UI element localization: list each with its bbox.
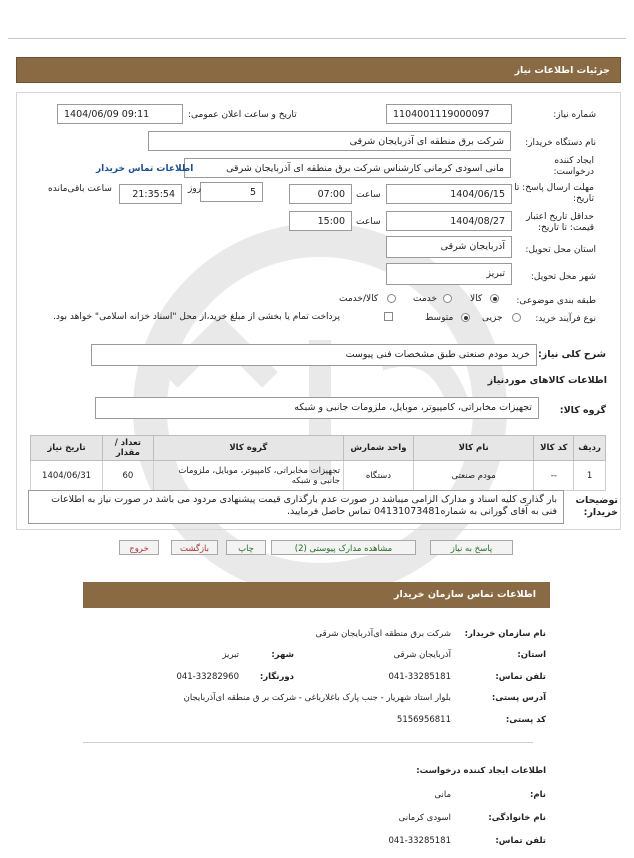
creator-phone-label: تلفن تماس: xyxy=(495,836,546,846)
announce-field: 1404/06/09 09:11 xyxy=(57,104,183,124)
category-radio-service[interactable] xyxy=(443,294,452,303)
creator-phone-value: 041-33285181 xyxy=(388,836,451,846)
col-unit: واحد شمارش xyxy=(344,436,414,461)
goods-table xyxy=(30,435,606,491)
table-row xyxy=(31,461,606,491)
back-button[interactable]: بازگشت xyxy=(171,540,218,555)
category-option-both: کالا/خدمت xyxy=(339,294,379,304)
creator-family-value: اسودی کرمانی xyxy=(398,813,451,823)
province-label: استان محل تحویل: xyxy=(525,245,596,255)
creator-name-label: نام: xyxy=(529,790,546,800)
creator-label: ایجاد کننده درخواست: xyxy=(553,156,594,177)
deadline-time-field: 07:00 xyxy=(289,184,352,204)
province-contact-value: آذربایجان شرقی xyxy=(393,650,451,660)
cell-date: 1404/06/31 xyxy=(31,461,103,491)
print-button[interactable]: چاپ xyxy=(226,540,266,555)
validity-label: حداقل تاریخ اعتبار قیمت: تا تاریخ: xyxy=(526,212,594,233)
need-number-label: شماره نیاز: xyxy=(553,110,596,120)
postal-value: 5156956811 xyxy=(396,715,451,725)
address-value: بلوار استاد شهریار - جنب پارک باغلارباغی - شرکت بر ق منطقه ای‌آذربایجان xyxy=(183,693,451,703)
deadline-time-label: ساعت xyxy=(356,190,381,200)
col-name: نام کالا xyxy=(413,436,533,461)
group-label: گروه کالا: xyxy=(559,405,606,416)
reply-button[interactable]: پاسخ به نیاز xyxy=(430,540,513,555)
cell-code: -- xyxy=(534,461,574,491)
goods-info-title: اطلاعات کالاهای موردنیاز xyxy=(487,375,607,386)
buyer-notes-label: توضیحات خریدار: xyxy=(575,495,618,518)
category-option-service: خدمت xyxy=(413,294,437,304)
buyer-contact-header: اطلاعات تماس سازمان خریدار xyxy=(83,582,550,608)
deadline-label: مهلت ارسال پاسخ: تا تاریخ: xyxy=(514,183,594,204)
buyer-notes-field: بار گذاری کلیه اسناد و مدارک الزامی میباشد در صورت عدم بارگذاری قیمت پیشنهادی مردود می باشد در صورت نیاز به اطلاعات فنی به آقای گورانی به شماره04131073481 تماس حاصل فرمایید. xyxy=(28,490,564,524)
summary-field: خرید مودم صنعتی طبق مشخصات فنی پیوست xyxy=(91,344,537,366)
category-label: طبقه بندی موضوعی: xyxy=(516,296,596,306)
buyer-contact-link[interactable]: اطلاعات تماس خریدار xyxy=(96,164,194,174)
validity-time-field: 15:00 xyxy=(289,211,352,231)
creator-name-value: مانی xyxy=(434,790,451,800)
postal-label: کد پستی: xyxy=(505,715,546,725)
province-contact-label: استان: xyxy=(517,650,546,660)
remaining-time-field: 21:35:54 xyxy=(119,184,182,204)
process-radio-medium[interactable] xyxy=(461,313,470,322)
category-option-goods: کالا xyxy=(470,294,483,304)
city-label: شهر محل تحویل: xyxy=(530,272,596,282)
cell-unit: دستگاه xyxy=(344,461,414,491)
city-contact-label: شهر: xyxy=(271,650,294,660)
deadline-date-field: 1404/06/15 xyxy=(386,184,512,204)
category-radio-both[interactable] xyxy=(387,294,396,303)
col-code: کد کالا xyxy=(534,436,574,461)
col-row: ردیف xyxy=(574,436,606,461)
creator-field: مانی اسودی کرمانی کارشناس شرکت برق منطقه ای آذربایجان شرقی xyxy=(184,158,511,178)
payment-note: پرداخت تمام یا بخشی از مبلغ خرید،از محل "اسناد خزانه اسلامی" خواهد بود. xyxy=(53,312,341,322)
process-option-medium: متوسط xyxy=(425,313,454,323)
cell-name: مودم صنعتی xyxy=(413,461,533,491)
col-date: تاریخ نیاز xyxy=(31,436,103,461)
org-value: شرکت برق منطقه ای‌آذربایجان شرقی xyxy=(315,629,451,639)
category-radio-goods[interactable] xyxy=(490,294,499,303)
days-left-field: 5 xyxy=(200,182,263,202)
process-radio-minor[interactable] xyxy=(512,313,521,322)
cell-qty: 60 xyxy=(103,461,154,491)
exit-button[interactable]: خروج xyxy=(119,540,159,555)
contact-divider xyxy=(83,742,533,743)
col-group: گروه کالا xyxy=(153,436,343,461)
col-qty: تعداد / مقدار xyxy=(103,436,154,461)
validity-time-label: ساعت xyxy=(356,217,381,227)
cell-group: تجهیزات مخابراتی، کامپیوتر، موبایل، ملزومات جانبی و شبکه xyxy=(153,461,343,491)
fax-value: 041-33282960 xyxy=(176,672,239,682)
remaining-label: ساعت باقی‌مانده xyxy=(48,184,112,194)
process-label: نوع فرآیند خرید: xyxy=(535,314,596,324)
page-header: جزئیات اطلاعات نیاز xyxy=(16,57,621,83)
city-contact-value: تبریز xyxy=(222,650,239,660)
creator-family-label: نام خانوادگی: xyxy=(488,813,546,823)
group-field: تجهیزات مخابراتی، کامپیوتر، موبایل، ملزومات جانبی و شبکه xyxy=(95,397,539,419)
need-number-field: 1104001119000097 xyxy=(386,104,512,124)
phone-contact-value: 041-33285181 xyxy=(388,672,451,682)
summary-label: شرح کلی نیاز: xyxy=(537,349,606,360)
announce-label: تاریخ و ساعت اعلان عمومی: xyxy=(188,110,297,120)
days-label: روز xyxy=(188,184,202,194)
top-divider xyxy=(8,38,626,39)
province-field: آذربایجان شرقی xyxy=(386,236,512,258)
address-label: آدرس پستی: xyxy=(491,693,546,703)
validity-date-field: 1404/08/27 xyxy=(386,211,512,231)
buyer-field: شرکت برق منطقه ای آذربایجان شرقی xyxy=(148,131,511,151)
payment-checkbox[interactable] xyxy=(384,312,393,321)
fax-label: دورنگار: xyxy=(259,672,294,682)
phone-contact-label: تلفن تماس: xyxy=(495,672,546,682)
attachments-button[interactable]: مشاهده مدارک پیوستی (2) xyxy=(271,540,416,555)
process-option-minor: جزیی xyxy=(482,313,503,323)
cell-row: 1 xyxy=(574,461,606,491)
creator-info-title: اطلاعات ایجاد کننده درخواست: xyxy=(416,766,546,776)
org-label: نام سازمان خریدار: xyxy=(464,629,546,639)
buyer-label: نام دستگاه خریدار: xyxy=(525,138,596,148)
city-field: تبریز xyxy=(386,263,512,285)
